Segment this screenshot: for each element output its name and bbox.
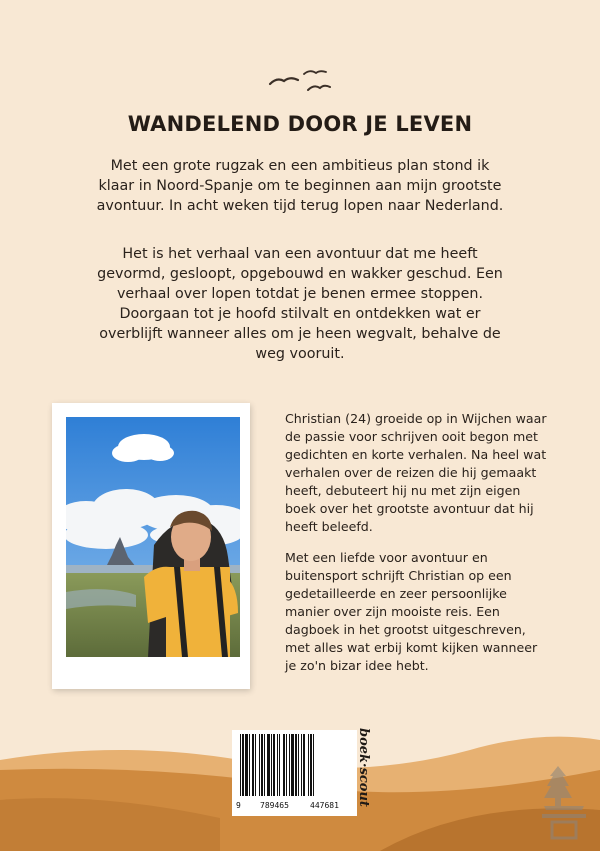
isbn-barcode xyxy=(232,730,357,816)
isbn-number xyxy=(236,800,352,812)
publisher-logo xyxy=(356,728,374,816)
publisher-logo-text: boek·scout xyxy=(356,728,371,807)
story-paragraph: Het is het verhaal van een avontuur dat me heeft gevormd, gesloopt, opgebouwd en wakker geschud. Een verhaal over lopen totdat je benen ermee stoppen. Doorgaan tot je hoofd stilvalt en ontdekken wat er overblijft wanneer alles om je heen wegvalt, behalve de weg vooruit. xyxy=(97,246,503,362)
barcode-graphic xyxy=(238,734,350,796)
isbn-group-2: 447681 xyxy=(310,801,339,810)
book-title: WANDELEND DOOR JE LEVEN xyxy=(127,112,473,136)
author-photo xyxy=(66,417,240,657)
isbn-group-1: 789465 xyxy=(260,801,289,810)
author-polaroid xyxy=(52,403,250,689)
watermark-icon xyxy=(536,762,592,842)
intro-paragraph: Met een grote rugzak en een ambitieus plan stond ik klaar in Noord-Spanje om te beginnen aan mijn grootste avontuur. In acht weken tijd terug lopen naar Nederland. xyxy=(96,158,504,214)
birds-icon xyxy=(268,68,332,102)
author-bio-paragraph: Christian (24) groeide op in Wijchen waar de passie voor schrijven ooit begon met gedichten en korte verhalen. Na heel wat verhalen over de reizen die hij gemaakt heeft, debuteert hij nu met zijn eigen boek over het grootste avontuur dat hij heeft beleefd. xyxy=(285,411,547,534)
isbn-prefix: 9 xyxy=(236,801,241,810)
book-description-paragraph: Met een liefde voor avontuur en buitensport schrijft Christian op een gedetailleerde en zeer persoonlijke manier over zijn mooiste reis. Een dagboek in het grootst uitgeschreven, met alles wat erbij komt kijken wanneer je zo'n bizar idee hebt. xyxy=(285,550,538,673)
